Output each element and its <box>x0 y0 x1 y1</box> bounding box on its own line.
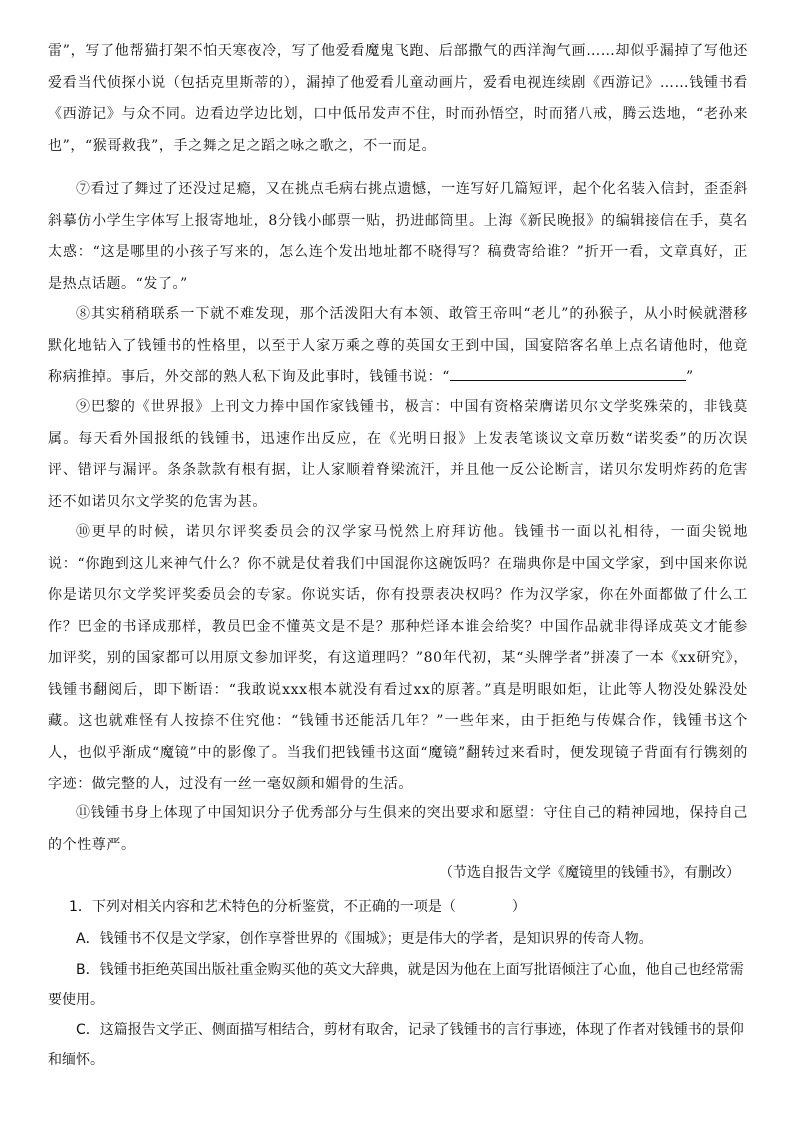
option-a: A．钱锺书不仅是文学家，创作享誉世界的《围城》；更是伟大的学者，是知识界的传奇人物。 <box>76 931 653 947</box>
source-note: （节选自报告文学《魔镜里的钱锺书》，有删改） <box>439 865 740 881</box>
paragraph-7: ⑦看过了舞过了还没过足瘾，又在挑点毛病右挑点遗憾，一连写好几篇短评，起个化名装入信封，歪歪斜斜摹仿小学生字体写上报寄地址，8分钱小邮票一贴，扔进邮筒里。上海《新民晚报》的编辑接信在手，莫名太惑：“这是哪里的小孩子写来的，怎么连个发出地址都不晓得写？稿费寄给谁？”折开一看，文章真好，正是热点话题。“发了。” <box>48 181 748 292</box>
paragraph-8 <box>48 299 748 394</box>
answer-blank[interactable] <box>450 366 686 381</box>
paragraph-9: ⑨巴黎的《世界报》上刊文力捧中国作家钱锺书，极言：中国有资格荣膺诺贝尔文学奖殊荣的，非钱莫属。每天看外国报纸的钱锺书，迅速作出反应，在《光明日报》上发表笔谈议文章历数“诺奖委”的历次误评、错评与漏评。条条款款有根有据，让人家顺着脊梁流汗，并且他一反公论断言，诺贝尔发明炸药的危害还不如诺贝尔文学奖的危害为甚。 <box>48 399 748 510</box>
option-c: C．这篇报告文学正、侧面描写相结合，剪材有取舍，记录了钱锺书的言行事迹，体现了作者对钱锺书的景仰和缅怀。 <box>48 1022 744 1068</box>
paragraph-continued: 雷”，写了他帮猫打架不怕天寒夜冷，写了他爱看魔鬼飞跑、后部撒气的西洋淘气画……却似乎漏掉了写他还爱看当代侦探小说（包括克里斯蒂的），漏掉了他爱看儿童动画片，爱看电视连续剧《西游记》……钱锺书看《西游记》与众不同。边看边学边比划，口中低吊发声不住，时而孙悟空，时而猪八戒，腾云迭地，“老孙来也”，“猴哥救我”，手之舞之足之蹈之咏之歌之，不一而足。 <box>48 43 748 154</box>
paragraph-11: ⑪钱锺书身上体现了中国知识分子优秀部分与生俱来的突出要求和愿望：守住自己的精神园地，保持自己的个性尊严。 <box>48 805 748 853</box>
paragraph-10: ⑩更早的时候，诺贝尔评奖委员会的汉学家马悦然上府拜访他。钱锺书一面以礼相待，一面尖锐地说：“你跑到这儿来神气什么？你不就是仗着我们中国混你这碗饭吗？在瑞典你是中国文学家，到中国来你说你是诺贝尔文学奖评奖委员会的专家。你说实话，你有投票表决权吗？作为汉学家，你在外面都做了什么工作？巴金的书译成那样，教员巴金不懂英文是不是？那种烂译本谁会给奖？中国作品就非得译成英文才能参加评奖，别的国家都可以用原文参加评奖，有这道理吗？”80年代初，某“头牌学者”拼凑了一本《xx研究》，钱锺书翻阅后，即下断语：“我敢说xxx根本就没有看过xx的原著。”真是明眼如炬，让此等人物没处躲没处藏。这也就难怪有人按捺不住究他：“钱锺书还能活几年？”一些年来，由于拒绝与传媒合作，钱锺书这个人，也似乎渐成“魔镜”中的影像了。当我们把钱锺书这面“魔镜”翻转过来看时，便发现镜子背面有行镌刻的字迹：做完整的人，过没有一丝一毫奴颜和媚骨的生活。 <box>48 524 748 792</box>
option-b: B．钱锺书拒绝英国出版社重金购买他的英文大辞典，就是因为他在上面写批语倾注了心血，他自己也经常需要使用。 <box>48 962 744 1008</box>
paragraph-8-end: ” <box>685 369 694 385</box>
question-stem: 1．下列对相关内容和艺术特色的分析鉴赏，不正确的一项是（ ） <box>69 899 526 915</box>
paragraph-8-text: ⑧其实稍稍联系一下就不难发现，那个活泼阳大有本领、敢管王帝叫“老儿”的孙猴子，从小时候就潜移默化地钻入了钱锺书的性格里，以至于人家万乘之尊的英国女王到中国，国宴陪客名单上点名请他时，他竟称病推掉。事后，外交部的熟人私下询及此事时，钱锺书说：“ <box>48 306 748 385</box>
